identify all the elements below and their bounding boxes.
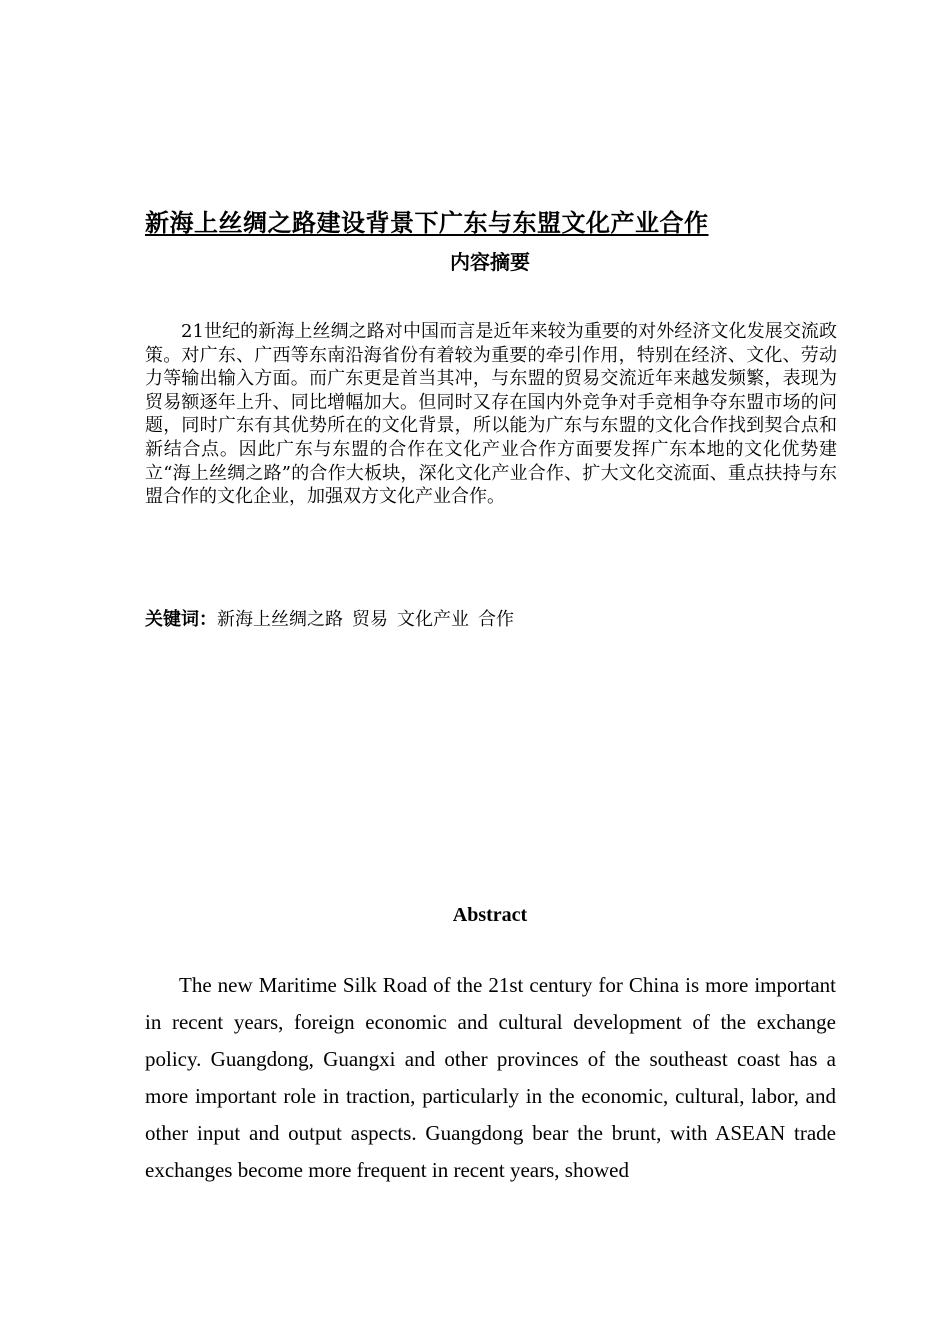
document-title: 新海上丝绸之路建设背景下广东与东盟文化产业合作 — [145, 209, 709, 237]
abstract-en-paragraph: The new Maritime Silk Road of the 21st century for China is more important in recent years, foreign economic and cultural development of the exchange policy. Guangdong, Guangxi and other provinces of the southeast coast has a more important role in traction, particularly in the economic, cultural, labor, and other input and output aspects. Guangdong bear the brunt, with ASEAN trade exchanges become more frequent in recent years, showed — [145, 973, 836, 1182]
abstract-cn-paragraph: 21世纪的新海上丝绸之路对中国而言是近年来较为重要的对外经济文化发展交流政策。对广东、广西等东南沿海省份有着较为重要的牵引作用，特别在经济、文化、劳动力等输出输入方面。而广东更是首当其冲，与东盟的贸易交流近年来越发频繁，表现为贸易额逐年上升、同比增幅加大。但同时又存在国内外竞争对手竞相争夺东盟市场的问题，同时广东有其优势所在的文化背景，所以能为广东与东盟的文化合作找到契合点和新结合点。因此广东与东盟的合作在文化产业合作方面要发挥广东本地的文化优势建立“海上丝绸之路”的合作大板块，深化文化产业合作、扩大文化交流面、重点扶持与东盟合作的文化企业，加强双方文化产业合作。 — [145, 321, 837, 508]
abstract-cn-heading: 内容摘要 — [450, 250, 530, 274]
keywords-label: 关键词： — [145, 609, 217, 630]
keyword-item: 新海上丝绸之路 — [217, 609, 343, 630]
keyword-item: 贸易 — [352, 609, 388, 630]
abstract-en-heading: Abstract — [452, 904, 528, 926]
keyword-item: 文化产业 — [397, 609, 469, 630]
keyword-item: 合作 — [478, 609, 514, 630]
keywords-line — [145, 605, 837, 634]
